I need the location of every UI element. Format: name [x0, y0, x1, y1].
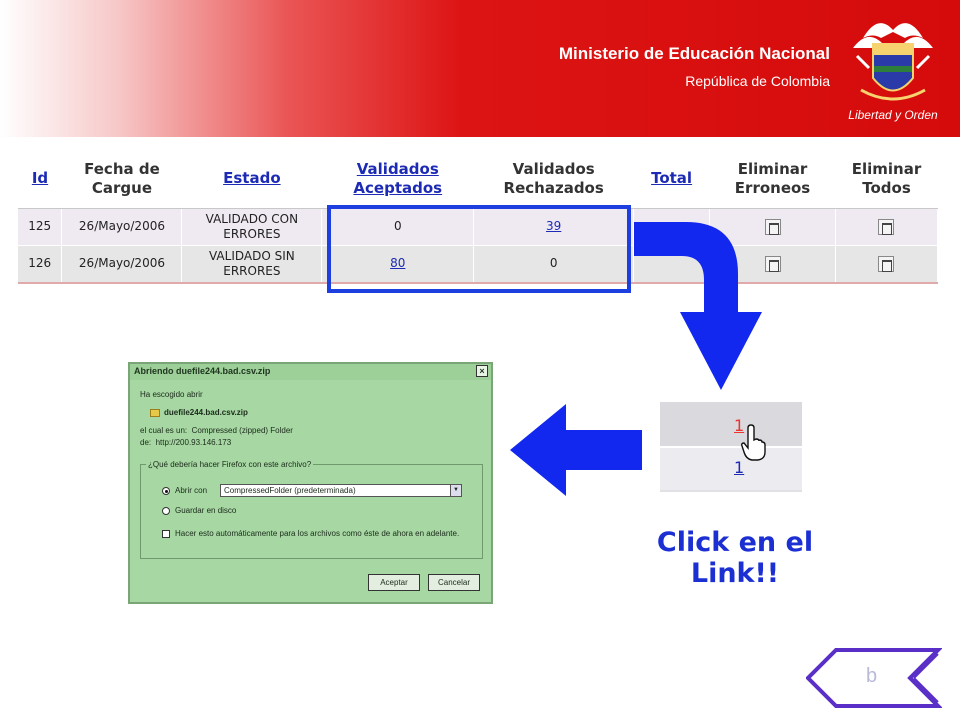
zoom-link-hover[interactable]: 1 [734, 416, 745, 435]
hand-cursor-icon [740, 424, 770, 462]
dialog-title-bar [130, 364, 491, 380]
click-instruction [650, 527, 820, 589]
cell-rechazados: 0 [474, 245, 634, 282]
col-eliminar-todos: Eliminar Todos [835, 150, 937, 208]
col-aceptados[interactable]: Validados Aceptados [322, 150, 474, 208]
cell-aceptados: 0 [322, 208, 474, 245]
cell-id: 126 [18, 245, 62, 282]
chevron-down-icon[interactable]: ▼ [450, 485, 461, 496]
validados-highlight-box [327, 205, 631, 293]
col-fecha: Fecha de Cargue [62, 150, 182, 208]
cell-eliminar-todos [835, 245, 937, 282]
col-eliminar-erroneos: Eliminar Erroneos [710, 150, 836, 208]
close-icon[interactable]: × [476, 365, 488, 377]
arrow-down-icon [626, 210, 766, 400]
dialog-filename: duefile244.bad.csv.zip [150, 408, 248, 417]
accept-button[interactable]: Aceptar [368, 574, 420, 591]
dialog-title: Abriendo duefile244.bad.csv.zip [134, 366, 271, 376]
republic-subtitle: República de Colombia [685, 73, 830, 89]
cell-estado: VALIDADO SIN ERRORES [182, 245, 322, 282]
motto: Libertad y Orden [848, 108, 938, 122]
col-total[interactable]: Total [634, 150, 710, 208]
zoom-top-cell [660, 402, 802, 448]
trash-icon[interactable] [878, 256, 894, 272]
nav-label[interactable]: b [866, 665, 878, 687]
dialog-question: ¿Qué debería hacer Firefox con este archivo? [148, 460, 312, 469]
cell-id: 125 [18, 208, 62, 245]
cell-fecha: 26/Mayo/2006 [62, 208, 182, 245]
trash-icon[interactable] [765, 219, 781, 235]
cell-estado: VALIDADO CON ERRORES [182, 208, 322, 245]
table-header-row [18, 150, 938, 208]
radio-open-with[interactable]: Abrir con [162, 486, 207, 495]
col-estado[interactable]: Estado [182, 150, 322, 208]
caption-line-1: Click en el [656, 527, 814, 558]
trash-icon[interactable] [765, 256, 781, 272]
cell-fecha: 26/Mayo/2006 [62, 245, 182, 282]
radio-save-to-disk[interactable]: Guardar en disco [162, 506, 236, 515]
header-banner [0, 0, 960, 137]
dialog-from-row: de: http://200.93.146.173 [140, 438, 232, 447]
auto-checkbox[interactable]: Hacer esto automáticamente para los archivos como éste de ahora en adelante. [162, 529, 459, 538]
cell-rechazados-link[interactable]: 39 [474, 208, 634, 245]
zip-folder-icon [150, 409, 160, 417]
col-id[interactable]: Id [18, 150, 62, 208]
dialog-chosen-label: Ha escogido abrir [140, 390, 203, 399]
download-dialog [128, 362, 493, 604]
col-rechazados: Validados Rechazados [474, 150, 634, 208]
zoom-link[interactable]: 1 [734, 458, 745, 477]
ministry-title: Ministerio de Educación Nacional [558, 44, 830, 63]
zoomed-link-crop [660, 402, 802, 492]
cell-eliminar-todos [835, 208, 937, 245]
cell-aceptados-link[interactable]: 80 [322, 245, 474, 282]
caption-line-2: Link!! [690, 558, 780, 589]
trash-icon[interactable] [878, 219, 894, 235]
cancel-button[interactable]: Cancelar [428, 574, 480, 591]
open-with-select[interactable]: CompressedFolder (predeterminada) ▼ [220, 484, 462, 497]
dialog-type-row: el cual es un: Compressed (zipped) Folder [140, 426, 293, 435]
arrow-left-icon [508, 400, 644, 500]
zoom-bottom-cell [660, 448, 802, 490]
